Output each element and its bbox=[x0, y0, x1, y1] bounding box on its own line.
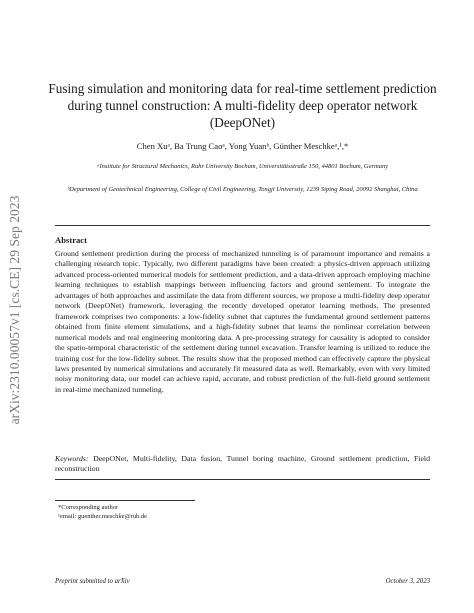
abstract-body: Ground settlement prediction during the process of mechanized tunneling is of paramount importance and remains a challenging research topic. Typically, two different paradigms have been created: a physics-driven approach utilizing advanced process-oriented numerical models for settlement prediction, and a data-driven approach employing machine learning techniques to establish mappings between influencing factors and ground settlement. To integrate the advantages of both approaches and assimilate the data from different sources, we propose a multi-fidelity deep operator network (DeepONet) framework, leveraging the recently developed operator learning methods. The presented framework comprises two components: a low-fidelity subnet that captures the fundamental ground settlement patterns obtained from finite element simulations, and a high-fidelity subnet that learns the nonlinear correlation between numerical models and real engineering monitoring data. A pre-processing strategy for causality is adopted to consider the spatio-temporal characteristic of the settlement during tunnel excavation. Transfer learning is utilized to reduce the training cost for the low-fidelity subnet. The results show that the proposed method can effectively capture the physical laws presented by numerical simulations and accurately fit measured data as well. Remarkably, even with very limited noisy monitoring data, our model can achieve rapid, accurate, and robust prediction of the full-field ground settlement in real-time mechanized tunneling. bbox=[55, 249, 430, 394]
author-list: Chen Xuᵃ, Ba Trung Caoᵃ, Yong Yuanᵇ, Günther Meschkeᵃ,¹,* bbox=[136, 141, 349, 151]
paper-title: Fusing simulation and monitoring data for real-time settlement prediction during tunnel construction: A multi-fidelity deep operator network (DeepONet) bbox=[48, 81, 437, 130]
abstract-bottom-rule bbox=[55, 479, 430, 480]
affiliation-b: ᵇDepartment of Geotechnical Engineering, College of Civil Engineering, Tongji University, 1239 Siping Road, 20092 Shanghai, China bbox=[67, 186, 418, 193]
keywords-text: DeepONet, Multi-fidelity, Data fusion, Tunnel boring machine, Ground settlement prediction, Field reconstruction bbox=[55, 454, 430, 474]
keywords-line bbox=[55, 454, 430, 475]
preprint-note: Preprint submitted to arXiv bbox=[55, 578, 130, 585]
abstract-top-rule bbox=[55, 225, 430, 226]
arxiv-identifier-text: arXiv:2310.00057v1 [cs.CE] 29 Sep 2023 bbox=[7, 195, 22, 425]
abstract-heading: Abstract bbox=[55, 235, 87, 245]
keywords-label: Keywords: bbox=[55, 454, 89, 463]
footnote-separator bbox=[55, 500, 195, 501]
footnote-email: ¹email: guenther.meschke@rub.de bbox=[58, 513, 147, 520]
affiliation-a: ᵃInstitute for Structural Mechanics, Ruhr University Bochum, Universitätsstraße 150, 44801 Bochum, Germany bbox=[96, 163, 389, 170]
footnote-corresponding-author: *Corresponding author bbox=[58, 504, 119, 511]
preprint-date: October 3, 2023 bbox=[385, 578, 430, 585]
arxiv-identifier-stamp bbox=[3, 160, 27, 460]
